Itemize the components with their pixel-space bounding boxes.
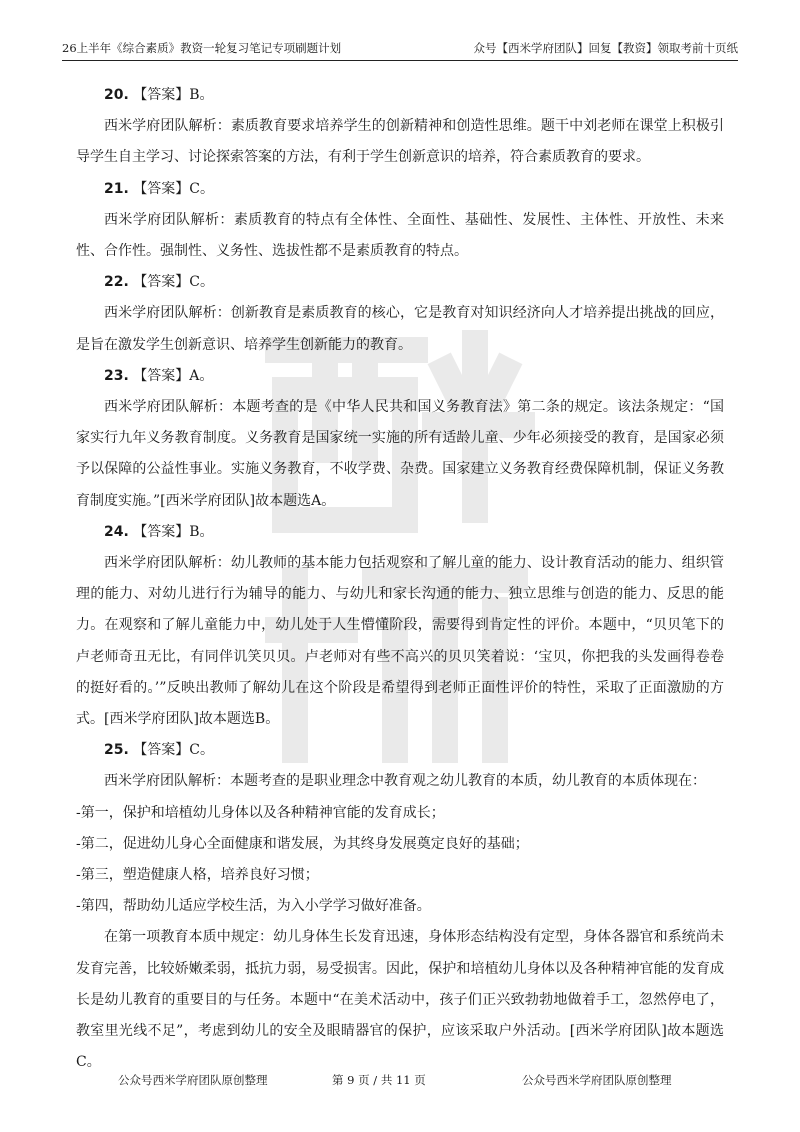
bullet-item-3: -第三，塑造健康人格，培养良好习惯；: [76, 867, 319, 884]
question-25-answer: [76, 735, 724, 766]
question-22-answer: [76, 267, 724, 298]
question-number: 21.: [104, 180, 129, 197]
footer-left-text: 公众号西米学府团队原创整理: [118, 1073, 268, 1087]
question-number: 25.: [104, 742, 129, 759]
question-22-analysis: 西米学府团队解析：创新教育是素质教育的核心，它是教育对知识经济向人才培养提出挑战的回应，是旨在激发学生创新意识、培养学生创新能力的教育。: [76, 305, 724, 353]
question-number: 22.: [104, 274, 129, 291]
question-20-answer: [76, 80, 724, 111]
answer-label: 【答案】C。: [133, 274, 214, 291]
footer-right-text: 公众号西米学府团队原创整理: [522, 1073, 672, 1087]
bullet-item-2: -第二，促进幼儿身心全面健康和谐发展，为其终身发展奠定良好的基础；: [76, 835, 529, 852]
bullet-item-1: -第一，保护和培植幼儿身体以及各种精神官能的发育成长；: [76, 804, 445, 821]
answer-label: 【答案】A。: [133, 367, 214, 384]
question-number: 24.: [104, 523, 129, 540]
question-21-answer: [76, 174, 724, 205]
question-24-analysis: 西米学府团队解析：幼儿教师的基本能力包括观察和了解儿童的能力、设计教育活动的能力、组织管理的能力、对幼儿进行行为辅导的能力、与幼儿和家长沟通的能力、独立思维与创造的能力、反思的能力。在观察和了解儿童能力中，幼儿处于人生懵懂阶段，需要得到肯定性的评价。本题中，“贝贝笔下的卢老师奇丑无比，有同伴讥笑贝贝。卢老师对有些不高兴的贝贝笑着说：‘宝贝，你把我的头发画得卷卷的挺好看的。’”反映出教师了解幼儿在这个阶段是希望得到老师正面性评价的特性，采取了正面激励的方式。[西米学府团队]故本题选B。: [76, 555, 724, 728]
question-20-analysis: 西米学府团队解析：素质教育要求培养学生的创新精神和创造性思维。题干中刘老师在课堂上积极引导学生自主学习、讨论探索答案的方法，有利于学生创新意识的培养，符合素质教育的要求。: [76, 118, 724, 166]
answer-label: 【答案】C。: [133, 180, 214, 197]
answer-label: 【答案】B。: [133, 87, 214, 103]
page-footer: [0, 1070, 800, 1090]
question-23-answer: [76, 361, 724, 392]
bullet-item-4: -第四，帮助幼儿适应学校生活，为入小学学习做好准备。: [76, 898, 431, 915]
header-right-text: 众号【西米学府团队】回复【教资】领取考前十页纸: [473, 41, 738, 55]
answer-label: 【答案】C。: [133, 742, 214, 759]
closing-paragraph: 在第一项教育本质中规定：幼儿身体生长发育迅速，身体形态结构没有定型，身体各器官和系统尚未发育完善，比较娇嫩柔弱，抵抗力弱，易受损害。因此，保护和培植幼儿身体以及各种精神官能的发育成长是幼儿教育的重要目的与任务。本题中“在美术活动中，孩子们正兴致勃勃地做着手工，忽然停电了，教室里光线不足”，考虑到幼儿的安全及眼睛器官的保护，应该采取户外活动。[西米学府团队]故本题选C。: [76, 929, 724, 1071]
question-24-answer: [76, 517, 724, 548]
question-23-analysis: 西米学府团队解析：本题考查的是《中华人民共和国义务教育法》第二条的规定。该法条规定：“国家实行九年义务教育制度。义务教育是国家统一实施的所有适龄儿童、少年必须接受的教育，是国家必须予以保障的公益性事业。实施义务教育，不收学费、杂费。国家建立义务教育经费保障机制，保证义务教育制度实施。”[西米学府团队]故本题选A。: [76, 399, 724, 509]
page-header: [62, 38, 738, 61]
question-number: 20.: [104, 87, 129, 103]
answer-label: 【答案】B。: [133, 523, 214, 540]
question-21-analysis: 西米学府团队解析：素质教育的特点有全体性、全面性、基础性、发展性、主体性、开放性、未来性、合作性。强制性、义务性、选拔性都不是素质教育的特点。: [76, 211, 724, 260]
answer-content: [76, 80, 724, 1079]
question-number: 23.: [104, 367, 129, 384]
question-25-analysis: 西米学府团队解析：本题考查的是职业理念中教育观之幼儿教育的本质，幼儿教育的本质体现在：: [104, 773, 706, 790]
header-left-text: 26上半年《综合素质》教资一轮复习笔记专项刷题计划: [62, 41, 342, 55]
page-number: 第 9 页 / 共 11 页: [332, 1073, 426, 1087]
